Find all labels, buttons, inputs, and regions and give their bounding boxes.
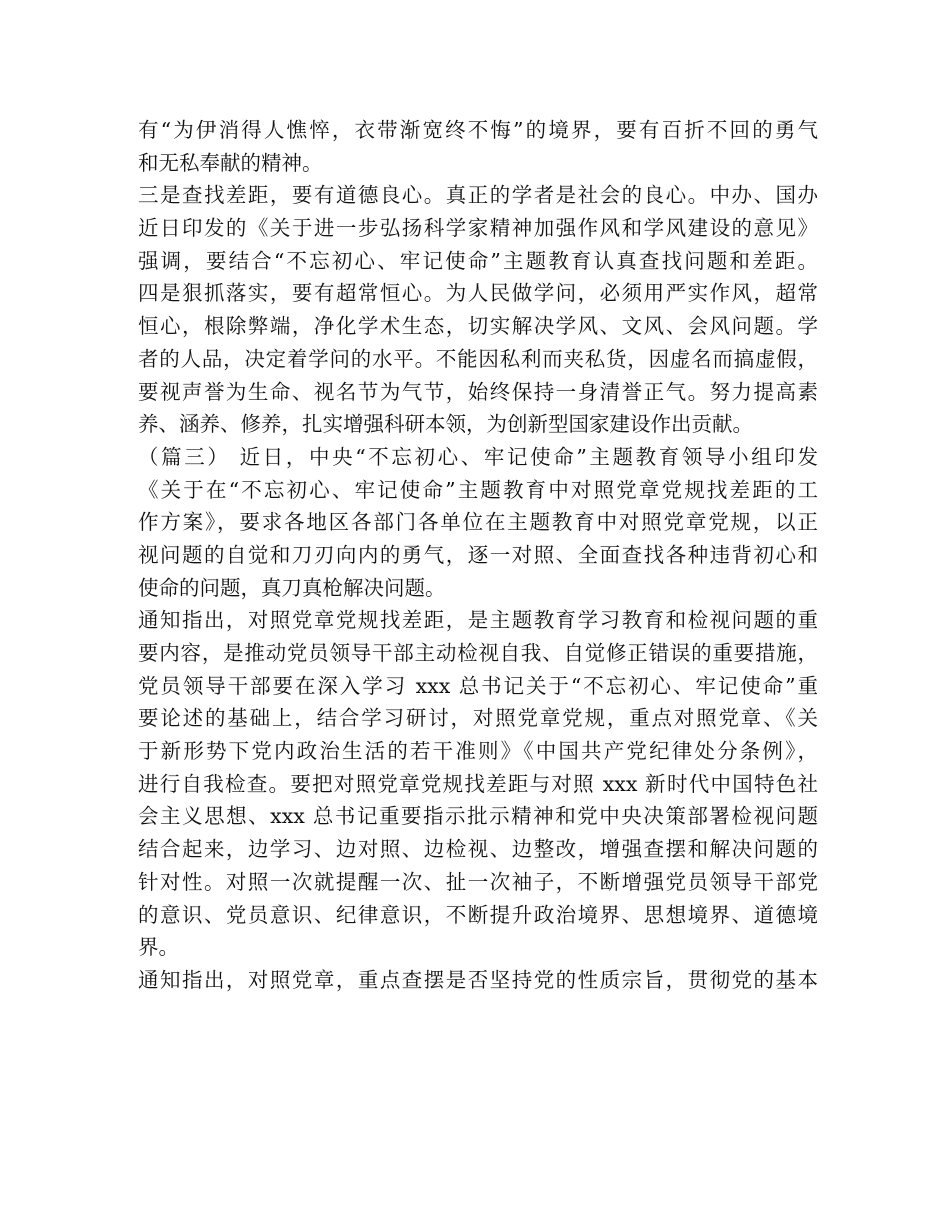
- text-line: 视问题的自觉和刀刃向内的勇气，逐一对照、全面查找各种违背初心和: [138, 542, 818, 567]
- text-line: 要论述的基础上，结合学习研讨，对照党章党规，重点对照党章、《关: [138, 706, 818, 731]
- text-line: 四是狠抓落实，要有超常恒心。为人民做学问，必须用严实作风，超常: [138, 281, 818, 306]
- text-line: 者的人品，决定着学问的水平。不能因私利而夹私货，因虚名而搞虚假，: [138, 346, 818, 371]
- text-line: 会主义思想、xxx 总书记重要指示批示精神和党中央决策部署检视问题: [138, 804, 818, 829]
- text-line: 于新形势下党内政治生活的若干准则》《中国共产党纪律处分条例》，: [138, 739, 818, 764]
- text-line: 养、涵养、修养，扎实增强科研本领，为创新型国家建设作出贡献。: [138, 412, 753, 437]
- text-line: 要内容，是推动党员领导干部主动检视自我、自觉修正错误的重要措施，: [138, 641, 818, 665]
- body-text: [138, 114, 818, 997]
- text-line: 有“为伊消得人憔悴，衣带渐宽终不悔”的境界，要有百折不回的勇气: [138, 118, 818, 142]
- text-line: 强调，要结合“不忘初心、牢记使命”主题教育认真查找问题和差距。: [138, 248, 818, 273]
- text-line: 结合起来，边学习、边对照、边检视、边整改，增强查摆和解决问题的: [138, 837, 818, 862]
- text-line: 使命的问题，真刀真枪解决问题。: [138, 575, 446, 600]
- text-line: 针对性。对照一次就提醒一次、扯一次袖子，不断增强党员领导干部党: [138, 869, 818, 894]
- text-line: 《关于在“不忘初心、牢记使命”主题教育中对照党章党规找差距的工: [138, 477, 818, 502]
- text-line: 恒心，根除弊端，净化学术生态，切实解决学风、文风、会风问题。学: [138, 314, 818, 339]
- text-line: 通知指出，对照党章党规找差距，是主题教育学习教育和检视问题的重: [138, 608, 818, 633]
- text-line: 作方案》，要求各地区各部门各单位在主题教育中对照党章党规，以正: [138, 510, 818, 535]
- text-line: 党员领导干部要在深入学习 xxx 总书记关于“不忘初心、牢记使命”重: [138, 673, 818, 698]
- text-line: 界。: [138, 935, 179, 960]
- text-line: 三是查找差距，要有道德良心。真正的学者是社会的良心。中办、国办: [138, 183, 818, 208]
- text-line: 通知指出，对照党章，重点查摆是否坚持党的性质宗旨，贯彻党的基本: [138, 967, 818, 992]
- text-line: （篇三） 近日，中央“不忘初心、牢记使命”主题教育领导小组印发: [138, 444, 818, 469]
- text-line: 要视声誉为生命、视名节为气节，始终保持一身清誉正气。努力提高素: [138, 379, 818, 404]
- text-line: 近日印发的《关于进一步弘扬科学家精神加强作风和学风建设的意见》: [138, 216, 818, 241]
- text-line: 进行自我检查。要把对照党章党规找差距与对照 xxx 新时代中国特色社: [138, 771, 818, 796]
- text-line: 的意识、党员意识、纪律意识，不断提升政治境界、思想境界、道德境: [138, 902, 818, 927]
- text-line: 和无私奉献的精神。: [138, 150, 323, 175]
